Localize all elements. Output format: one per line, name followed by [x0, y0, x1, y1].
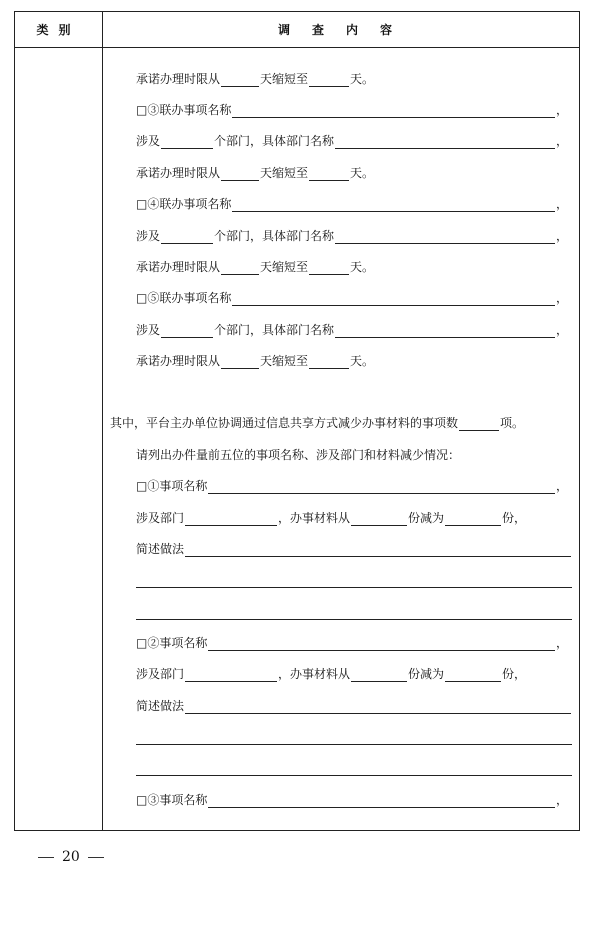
- comma: ，: [555, 793, 568, 807]
- material-label: ，办事材料从: [278, 667, 351, 681]
- blank-method[interactable]: [185, 544, 571, 557]
- promise-label: 天缩短至: [260, 166, 309, 180]
- footer-dash: [38, 857, 54, 858]
- comma: ，: [555, 636, 568, 650]
- blank-dept-count[interactable]: [161, 231, 213, 244]
- header-category: 类别: [36, 23, 81, 37]
- comma: ，: [555, 134, 568, 148]
- promise-row-1: [136, 71, 374, 87]
- dept-label: 涉及部门: [136, 667, 185, 681]
- material-label: 份减为: [408, 511, 445, 525]
- item-1-row: [136, 478, 568, 494]
- involve-label: 个部门，具体部门名称: [214, 323, 335, 337]
- promise-label: 承诺办理时限从: [136, 72, 221, 86]
- blank-item-count[interactable]: [459, 418, 499, 431]
- promise-row-2: [136, 165, 374, 181]
- blank-material-from[interactable]: [351, 513, 407, 526]
- involve-row-4: [136, 228, 568, 244]
- promise-row-3: [136, 259, 374, 275]
- comma: ，: [555, 197, 568, 211]
- blank-method-line[interactable]: [136, 619, 572, 620]
- material-label: 份，: [502, 511, 527, 525]
- blank-item-name[interactable]: [232, 293, 555, 306]
- blank-from-days[interactable]: [221, 356, 259, 369]
- blank-material-to[interactable]: [445, 669, 501, 682]
- involve-label: 涉及: [136, 229, 161, 243]
- involve-row-3: [136, 133, 568, 149]
- instruction-text: 请列出办件量前五位的事项名称、涉及部门和材料减少情况：: [136, 448, 461, 462]
- summary-end: 项。: [500, 416, 525, 430]
- item-2-method-row: [136, 698, 572, 714]
- table-header: [15, 12, 579, 48]
- blank-from-days[interactable]: [221, 168, 259, 181]
- promise-label: 天缩短至: [260, 260, 309, 274]
- summary-text: 其中，平台主办单位协调通过信息共享方式减少办事材料的事项数: [110, 416, 459, 430]
- involve-label: 个部门，具体部门名称: [214, 134, 335, 148]
- page-footer: [30, 849, 112, 865]
- method-label: 简述做法: [136, 542, 185, 556]
- blank-method[interactable]: [185, 701, 571, 714]
- item-label: □②事项名称: [136, 636, 208, 650]
- blank-material-from[interactable]: [351, 669, 407, 682]
- promise-label: 承诺办理时限从: [136, 354, 221, 368]
- comma: ，: [555, 291, 568, 305]
- blank-material-to[interactable]: [445, 513, 501, 526]
- summary-row: [110, 415, 524, 431]
- material-label: 份减为: [408, 667, 445, 681]
- item-label: □①事项名称: [136, 479, 208, 493]
- promise-label: 天。: [350, 72, 375, 86]
- footer-dash: [88, 857, 104, 858]
- involve-label: 涉及: [136, 134, 161, 148]
- joint-item-3-row: [136, 102, 568, 118]
- blank-to-days[interactable]: [309, 356, 349, 369]
- item-2-row: [136, 635, 568, 651]
- involve-row-5: [136, 322, 568, 338]
- blank-dept-names[interactable]: [335, 325, 555, 338]
- joint-item-5-row: [136, 290, 568, 306]
- comma: ，: [555, 479, 568, 493]
- page-number: 20: [62, 849, 80, 865]
- comma: ，: [555, 103, 568, 117]
- comma: ，: [555, 323, 568, 337]
- promise-label: 天。: [350, 166, 375, 180]
- promise-label: 天。: [350, 260, 375, 274]
- promise-label: 承诺办理时限从: [136, 166, 221, 180]
- item-label: □③事项名称: [136, 793, 208, 807]
- involve-label: 个部门，具体部门名称: [214, 229, 335, 243]
- column-divider: [102, 12, 103, 830]
- blank-dept-names[interactable]: [335, 231, 555, 244]
- blank-method-line[interactable]: [136, 587, 572, 588]
- joint-item-label: □③联办事项名称: [136, 103, 232, 117]
- joint-item-label: □④联办事项名称: [136, 197, 232, 211]
- joint-item-4-row: [136, 196, 568, 212]
- comma: ，: [555, 229, 568, 243]
- joint-item-label: □⑤联办事项名称: [136, 291, 232, 305]
- blank-method-line[interactable]: [136, 775, 572, 776]
- blank-to-days[interactable]: [309, 168, 349, 181]
- blank-to-days[interactable]: [309, 74, 349, 87]
- involve-label: 涉及: [136, 323, 161, 337]
- blank-from-days[interactable]: [221, 74, 259, 87]
- material-label: ，办事材料从: [278, 511, 351, 525]
- blank-item-name[interactable]: [208, 481, 555, 494]
- blank-dept[interactable]: [185, 669, 277, 682]
- blank-dept-names[interactable]: [335, 136, 555, 149]
- promise-label: 天缩短至: [260, 72, 309, 86]
- blank-dept-count[interactable]: [161, 325, 213, 338]
- method-label: 简述做法: [136, 699, 185, 713]
- blank-dept-count[interactable]: [161, 136, 213, 149]
- promise-row-4: [136, 353, 374, 369]
- instruction-row: [136, 447, 460, 463]
- blank-item-name[interactable]: [232, 199, 555, 212]
- blank-from-days[interactable]: [221, 262, 259, 275]
- blank-to-days[interactable]: [309, 262, 349, 275]
- item-1-material-row: [136, 510, 570, 526]
- blank-item-name[interactable]: [208, 638, 555, 651]
- header-content: 调查内容: [277, 23, 414, 37]
- item-1-method-row: [136, 541, 572, 557]
- blank-dept[interactable]: [185, 513, 277, 526]
- item-2-material-row: [136, 666, 570, 682]
- blank-item-name[interactable]: [232, 105, 555, 118]
- promise-label: 天缩短至: [260, 354, 309, 368]
- blank-item-name[interactable]: [208, 795, 555, 808]
- item-3-row: [136, 792, 568, 808]
- promise-label: 天。: [350, 354, 375, 368]
- dept-label: 涉及部门: [136, 511, 185, 525]
- promise-label: 承诺办理时限从: [136, 260, 221, 274]
- material-label: 份，: [502, 667, 527, 681]
- blank-method-line[interactable]: [136, 744, 572, 745]
